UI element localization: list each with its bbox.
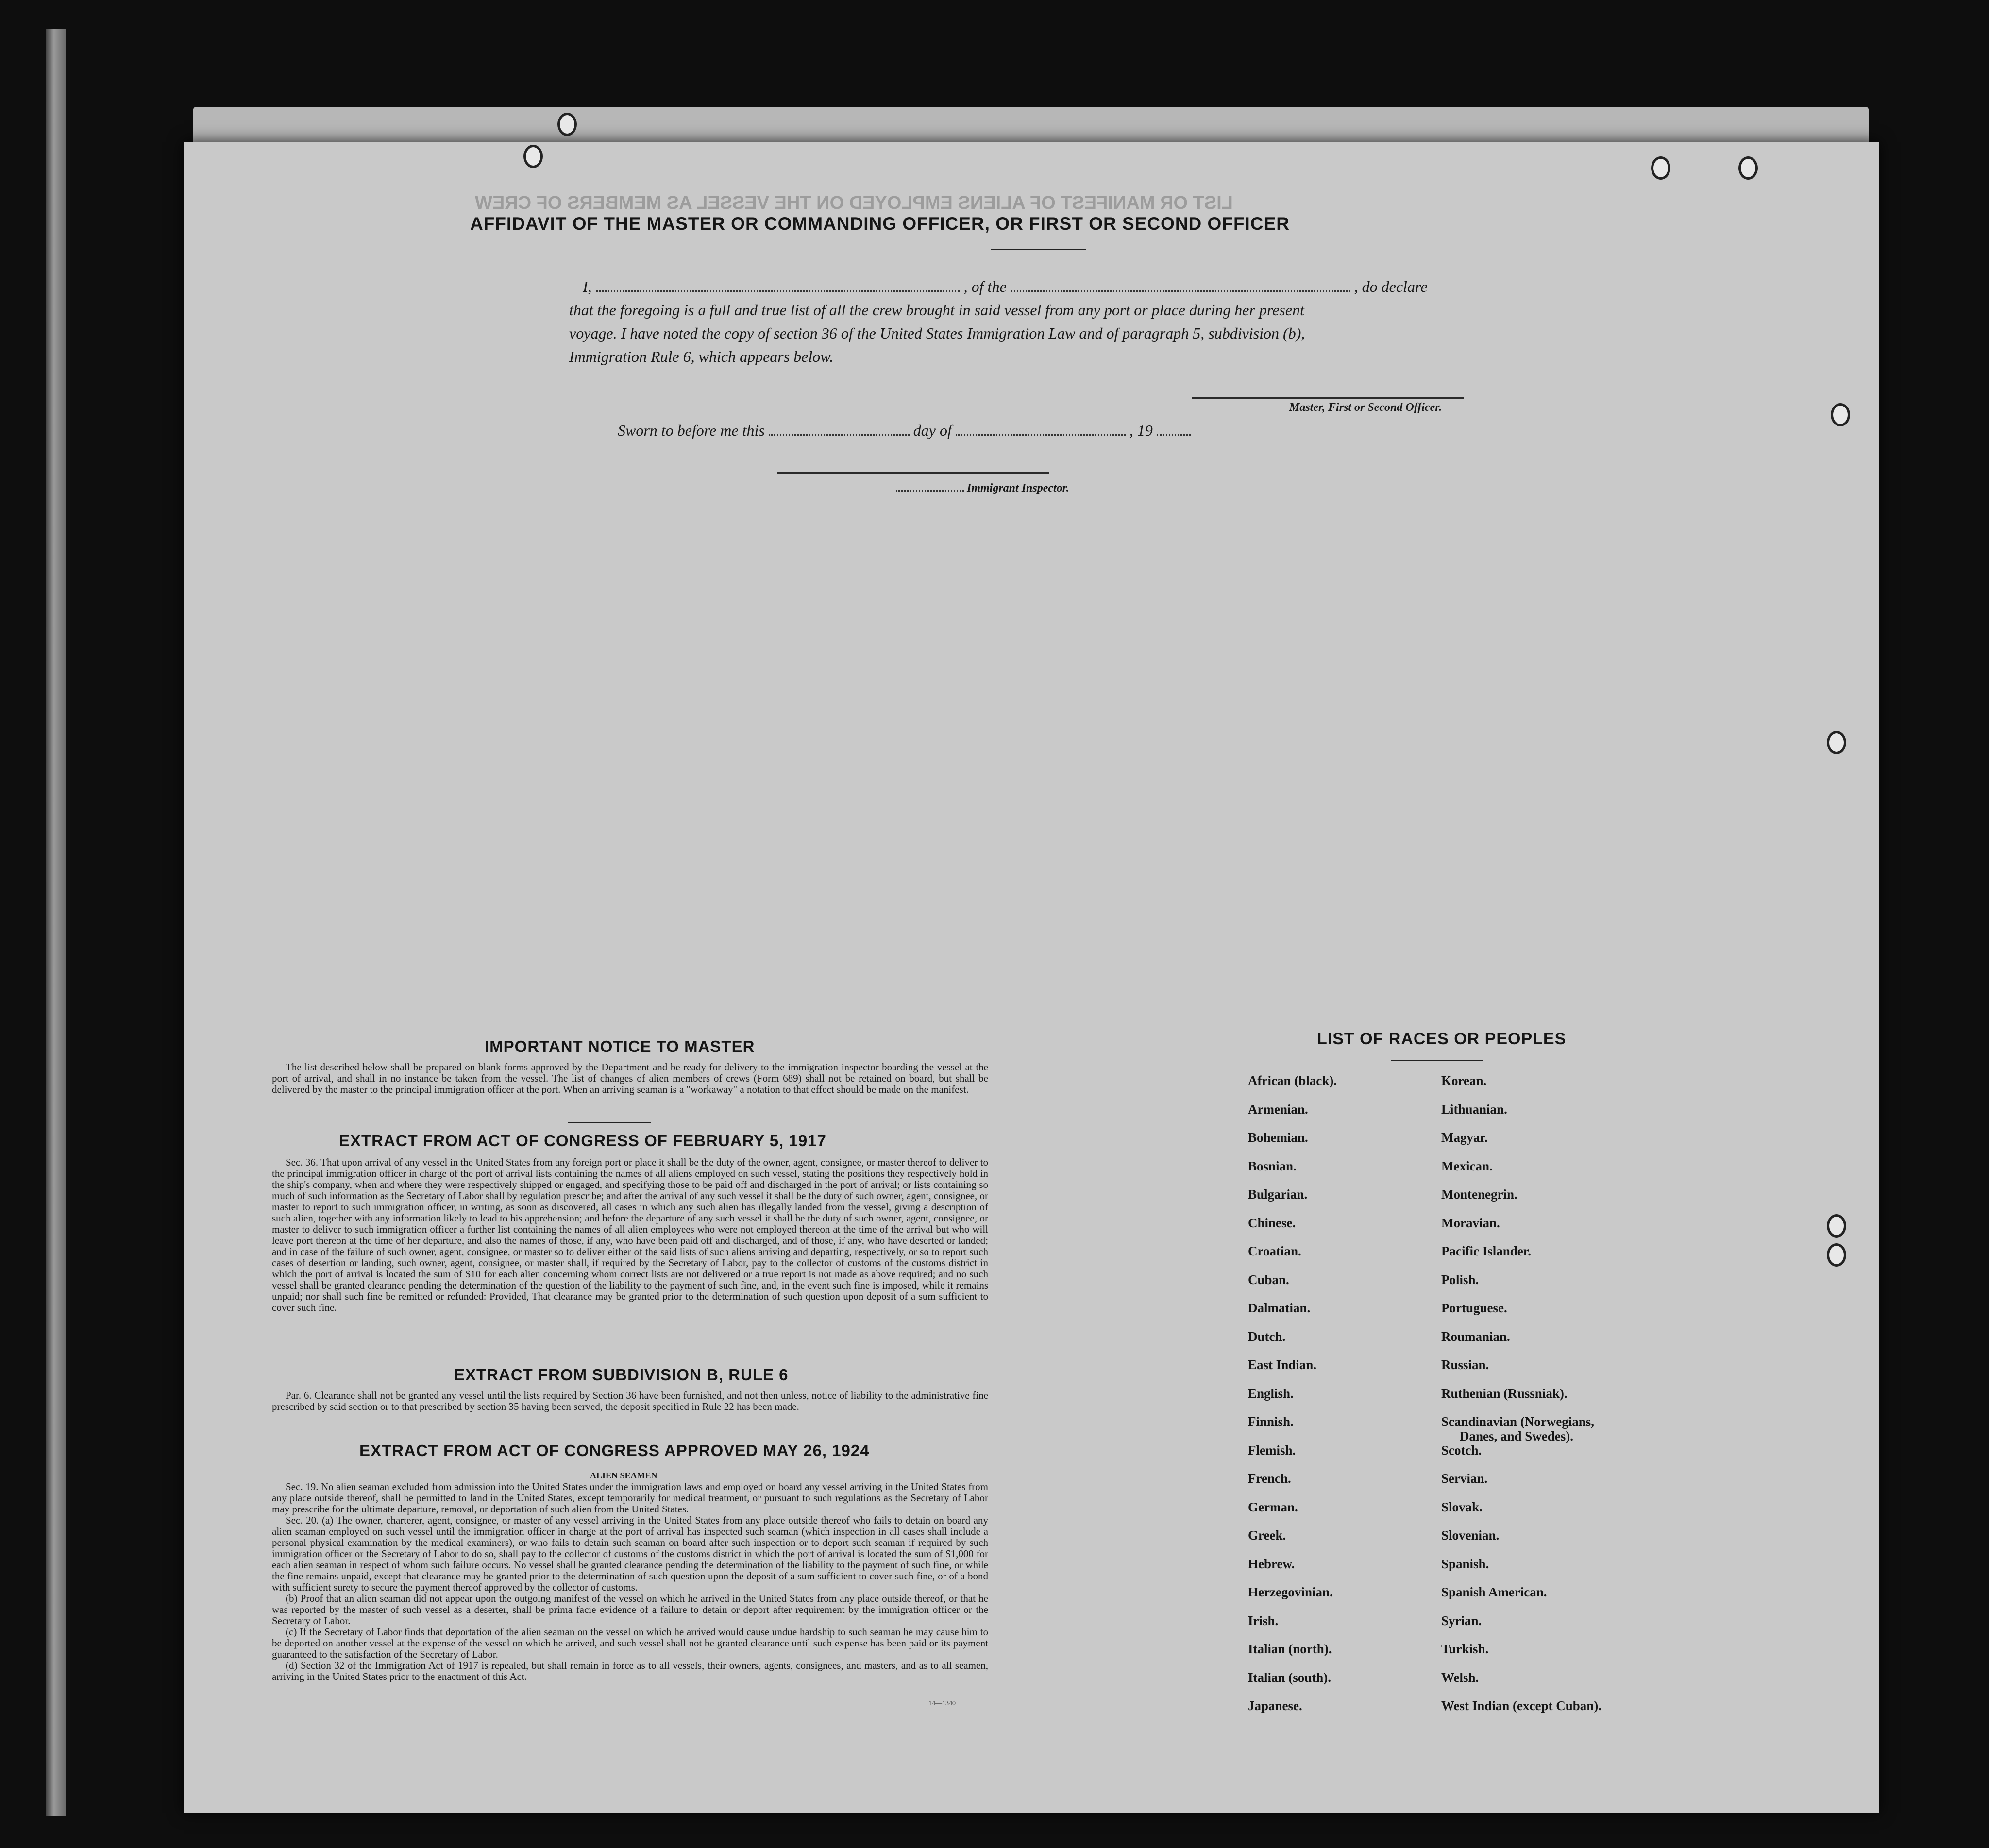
extract-1917-heading: EXTRACT FROM ACT OF CONGRESS OF FEBRUARY 5, 1917 — [339, 1132, 826, 1150]
notice-rule — [568, 1122, 651, 1123]
punch-hole-icon — [1831, 403, 1850, 426]
declarant-name-field[interactable] — [596, 290, 960, 292]
punch-hole-icon — [557, 113, 577, 136]
race-item: Pacific Islander. — [1441, 1244, 1531, 1258]
sworn-day-field[interactable] — [769, 434, 910, 436]
race-item: Slovenian. — [1441, 1528, 1500, 1543]
race-item: Bulgarian. — [1248, 1187, 1308, 1202]
race-item: Russian. — [1441, 1357, 1489, 1372]
extract-1917-text: Sec. 36. That upon arrival of any vessel in the United States from any foreign port or place it shall be the duty of the owner, agent, consignee, or master thereof to deliver to the principal immigration officer in charge of the port of arrival lists containing the names of all aliens employed on such vessel, stating the positions they respectively hold in the ship's company, when and where they were respectively shipped or engaged, and specifying those to be paid off and discharged in the port of arrival; or lists containing so much of such information as the Secretary of Labor shall by regulation prescribe; and after the arrival of any such vessel it shall be the duty of such owner, agent, consignee, or master to report to such immigration officer, in writing, as soon as discovered, all cases in which any such alien has illegally landed from the vessel, giving a description of such alien, together with any information likely to lead to his apprehension; and before the departure of any such vessel it shall be the duty of such owner, agent, consignee, or master to deliver to such immigration officer a further list containing the names of all alien employees who were not employed thereon at the time of the arrival but who will leave port thereon at the time of her departure, and also the names of those, if any, who have been paid off and discharged, and of those, if any, who have deserted or landed; and in case of the failure of such owner, agent, consignee, or master so to deliver either of the said lists of such aliens arriving and departing, respectively, or so to report such cases of desertion or landing, such owner, agent, consignee, or master shall, if required by the Secretary of Labor, pay to the collector of customs of the customs district in which the port of arrival is located the sum of $10 for each alien concerning whom correct lists are not delivered or a true report is not made as above required; and no such vessel shall be granted clearance pending the determination of the question of the liability to the payment of such fine, and, in the event such fine is imposed, while it remains unpaid; nor shall such fine be remitted or refunded: Provided, That clearance may be granted prior to the determination of such question upon deposit of a sum sufficient to cover such fine. — [272, 1156, 988, 1313]
alien-seamen-subheading: ALIEN SEAMEN — [590, 1471, 657, 1480]
title-rule — [991, 249, 1086, 250]
inspector-caption — [896, 482, 1069, 495]
race-item: Irish. — [1248, 1613, 1279, 1628]
form-number: 14—1340 — [928, 1700, 956, 1707]
race-item: Roumanian. — [1441, 1329, 1510, 1344]
race-item: Chinese. — [1248, 1215, 1296, 1230]
race-item-continuation: Danes, and Swedes). — [1460, 1429, 1574, 1443]
race-item: Magyar. — [1441, 1130, 1488, 1145]
punch-hole-icon — [1827, 731, 1846, 754]
race-item: Italian (north). — [1248, 1642, 1332, 1656]
race-item: Flemish. — [1248, 1442, 1296, 1458]
punch-hole-icon — [1651, 156, 1670, 180]
punch-hole-icon — [1827, 1214, 1846, 1238]
sworn-day-label: day of — [913, 422, 952, 439]
race-item: Greek. — [1248, 1528, 1286, 1543]
race-item: Montenegrin. — [1441, 1187, 1517, 1202]
race-item: Cuban. — [1248, 1272, 1289, 1287]
race-item: Mexican. — [1441, 1158, 1493, 1173]
vessel-name-field[interactable] — [1011, 290, 1350, 292]
race-item: Welsh. — [1441, 1670, 1479, 1685]
sec20a-paragraph: Sec. 20. (a) The owner, charterer, agent, consignee, or master of any vessel arriving in the United States from any place outside thereof who fails to detain on board any alien seaman employed on such vessel until the immigration officer in charge at the port of arrival has inspected such seaman (which inspection in all cases shall include a personal physical examination by the medical examiners), or who fails to detain such seaman on board after such inspection or to deport such seaman if required by such immigration officer or the Secretary of Labor to do so, shall pay to the collector of customs of the customs district in which the port of arrival is located the sum of $1,000 for each alien seaman in respect of whom such failure occurs. No vessel shall be granted clearance pending the determination of the liability to the payment of such fine, or while the fine remains unpaid, except that clearance may be granted prior to the determination of such question upon the deposit of a sum sufficient to cover such fine, or of a bond with sufficient surety to secure the payment thereof approved by the collector of customs. — [272, 1514, 988, 1593]
sec19-paragraph: Sec. 19. No alien seaman excluded from admission into the United States under the immigration laws and employed on board any vessel arriving in the United States from any place outside thereof, shall be permitted to land in the United States, except temporarily for medical treatment, or pursuant to such regulations as the Secretary of Labor may prescribe for the ultimate departure, removal, or deportation of such alien from the United States. — [272, 1481, 988, 1515]
race-item: Scotch. — [1441, 1442, 1482, 1458]
punch-hole-icon — [1738, 156, 1758, 180]
affidavit-line-4: Immigration Rule 6, which appears below. — [569, 348, 834, 365]
race-item: Hebrew. — [1248, 1556, 1295, 1571]
race-item: Portuguese. — [1441, 1301, 1507, 1315]
race-item: Dutch. — [1248, 1329, 1286, 1344]
punch-hole-icon — [523, 145, 543, 168]
extract-1924-heading: EXTRACT FROM ACT OF CONGRESS APPROVED MAY 26, 1924 — [359, 1441, 870, 1459]
race-item: German. — [1248, 1499, 1298, 1514]
race-item: Lithuanian. — [1441, 1102, 1507, 1117]
race-item: Turkish. — [1441, 1642, 1489, 1656]
race-item: East Indian. — [1248, 1357, 1317, 1372]
declare-label: , do declare — [1354, 278, 1428, 295]
affidavit-line-3: voyage. I have noted the copy of section 36 of the United States Immigration Law and of paragraph 5, subdivision (b), — [569, 324, 1305, 342]
race-item: Finnish. — [1248, 1414, 1294, 1429]
notice-text: The list described below shall be prepared on blank forms approved by the Department and be ready for delivery to the immigration inspector boarding the vessel at the port of arrival, and shall in no instance be taken from the vessel. The list of changes of alien members of crews (Form 689) shall not be retained on board, but shall be delivered by the master to the principal immigration officer at the port. When an arriving seaman is a "workaway" a notation to that effect should be made on the manifest. — [272, 1061, 988, 1095]
race-item: Spanish. — [1441, 1556, 1489, 1571]
sworn-year-field[interactable] — [1157, 434, 1191, 436]
vessel-label: , of the — [963, 278, 1007, 295]
race-item: Spanish American. — [1441, 1585, 1547, 1599]
rule6-heading: EXTRACT FROM SUBDIVISION B, RULE 6 — [454, 1366, 789, 1384]
race-item: French. — [1248, 1471, 1291, 1486]
races-column-1 — [1248, 1073, 1337, 1727]
declarant-label: I, — [583, 278, 592, 295]
race-item: Bohemian. — [1248, 1130, 1308, 1145]
race-item: Slovak. — [1441, 1499, 1483, 1514]
race-item: Italian (south). — [1248, 1670, 1332, 1685]
sworn-label: Sworn to before me this — [618, 422, 765, 439]
affidavit-line-2: that the foregoing is a full and true list of all the crew brought in said vessel from any port or place during her present — [569, 301, 1304, 319]
sworn-line — [618, 422, 1191, 440]
sec20d-paragraph: (d) Section 32 of the Immigration Act of 1917 is repealed, but shall remain in force as to all vessels, their owners, agents, consignees, and masters, and as to all seamen, arriving in the United States prior to the enactment of this Act. — [272, 1660, 988, 1682]
race-item-line: Scandinavian (Norwegians, — [1441, 1414, 1595, 1429]
race-item: Korean. — [1441, 1073, 1487, 1088]
race-item: Croatian. — [1248, 1244, 1301, 1258]
race-item: Polish. — [1441, 1272, 1479, 1287]
sworn-year-label: , 19 — [1129, 422, 1153, 439]
races-heading: LIST OF RACES OR PEOPLES — [1317, 1030, 1567, 1048]
race-item: Syrian. — [1441, 1613, 1482, 1628]
race-item: Armenian. — [1248, 1102, 1308, 1117]
race-item: African (black). — [1248, 1073, 1337, 1088]
races-column-2 — [1441, 1073, 1601, 1727]
notice-heading: IMPORTANT NOTICE TO MASTER — [485, 1037, 755, 1055]
extract-1924-text — [272, 1481, 988, 1682]
races-rule — [1391, 1060, 1483, 1061]
sworn-month-field[interactable] — [956, 434, 1126, 436]
punch-hole-icon — [1827, 1243, 1846, 1267]
race-item: Dalmatian. — [1248, 1301, 1311, 1315]
master-signature-line[interactable] — [1192, 397, 1464, 399]
race-item: Herzegovinian. — [1248, 1585, 1333, 1599]
race-item: Bosnian. — [1248, 1158, 1297, 1173]
race-item: Servian. — [1441, 1471, 1488, 1486]
race-item: Japanese. — [1248, 1698, 1302, 1713]
race-item: Moravian. — [1441, 1215, 1500, 1230]
inspector-signature-line[interactable] — [777, 472, 1049, 474]
bleedthrough-title: LIST OR MANIFEST OF ALIENS EMPLOYED ON THE VESSEL AS MEMBERS OF CREW — [475, 193, 1233, 213]
race-item — [1441, 1414, 1601, 1443]
race-item: English. — [1248, 1386, 1294, 1401]
sec20b-paragraph: (b) Proof that an alien seaman did not appear upon the outgoing manifest of the vessel on which he arrived in the United States from any place outside thereof, or that he was reported by the master of such vessel as a deserter, shall be prima facie evidence of a failure to detain or deport after requirement by the immigration officer or the Secretary of Labor. — [272, 1593, 988, 1627]
sec20c-paragraph: (c) If the Secretary of Labor finds that deportation of the alien seaman on the vessel on which he arrived would cause undue hardship to such seaman he may cause him to be deported on another vessel at the expense of the vessel on which he arrived, and such vessel shall not be granted clearance until such expense has been paid or its payment guaranteed to the satisfaction of the Secretary of Labor. — [272, 1626, 988, 1660]
affidavit-declaration-line — [583, 278, 1427, 296]
rule6-text: Par. 6. Clearance shall not be granted any vessel until the lists required by Section 36 have been furnished, and not then unless, notice of liability to the administrative fine prescribed by said section or to that prescribed by section 35 having been served, the deposit specified in Rule 22 has been made. — [272, 1390, 988, 1412]
master-signature-caption: Master, First or Second Officer. — [1289, 401, 1442, 414]
inspector-caption-text: Immigrant Inspector. — [967, 482, 1069, 494]
race-item: Ruthenian (Russniak). — [1441, 1386, 1568, 1401]
affidavit-title: AFFIDAVIT OF THE MASTER OR COMMANDING OFFICER, OR FIRST OR SECOND OFFICER — [470, 214, 1290, 234]
race-item: West Indian (except Cuban). — [1441, 1698, 1602, 1713]
binder-edge — [46, 29, 66, 1816]
